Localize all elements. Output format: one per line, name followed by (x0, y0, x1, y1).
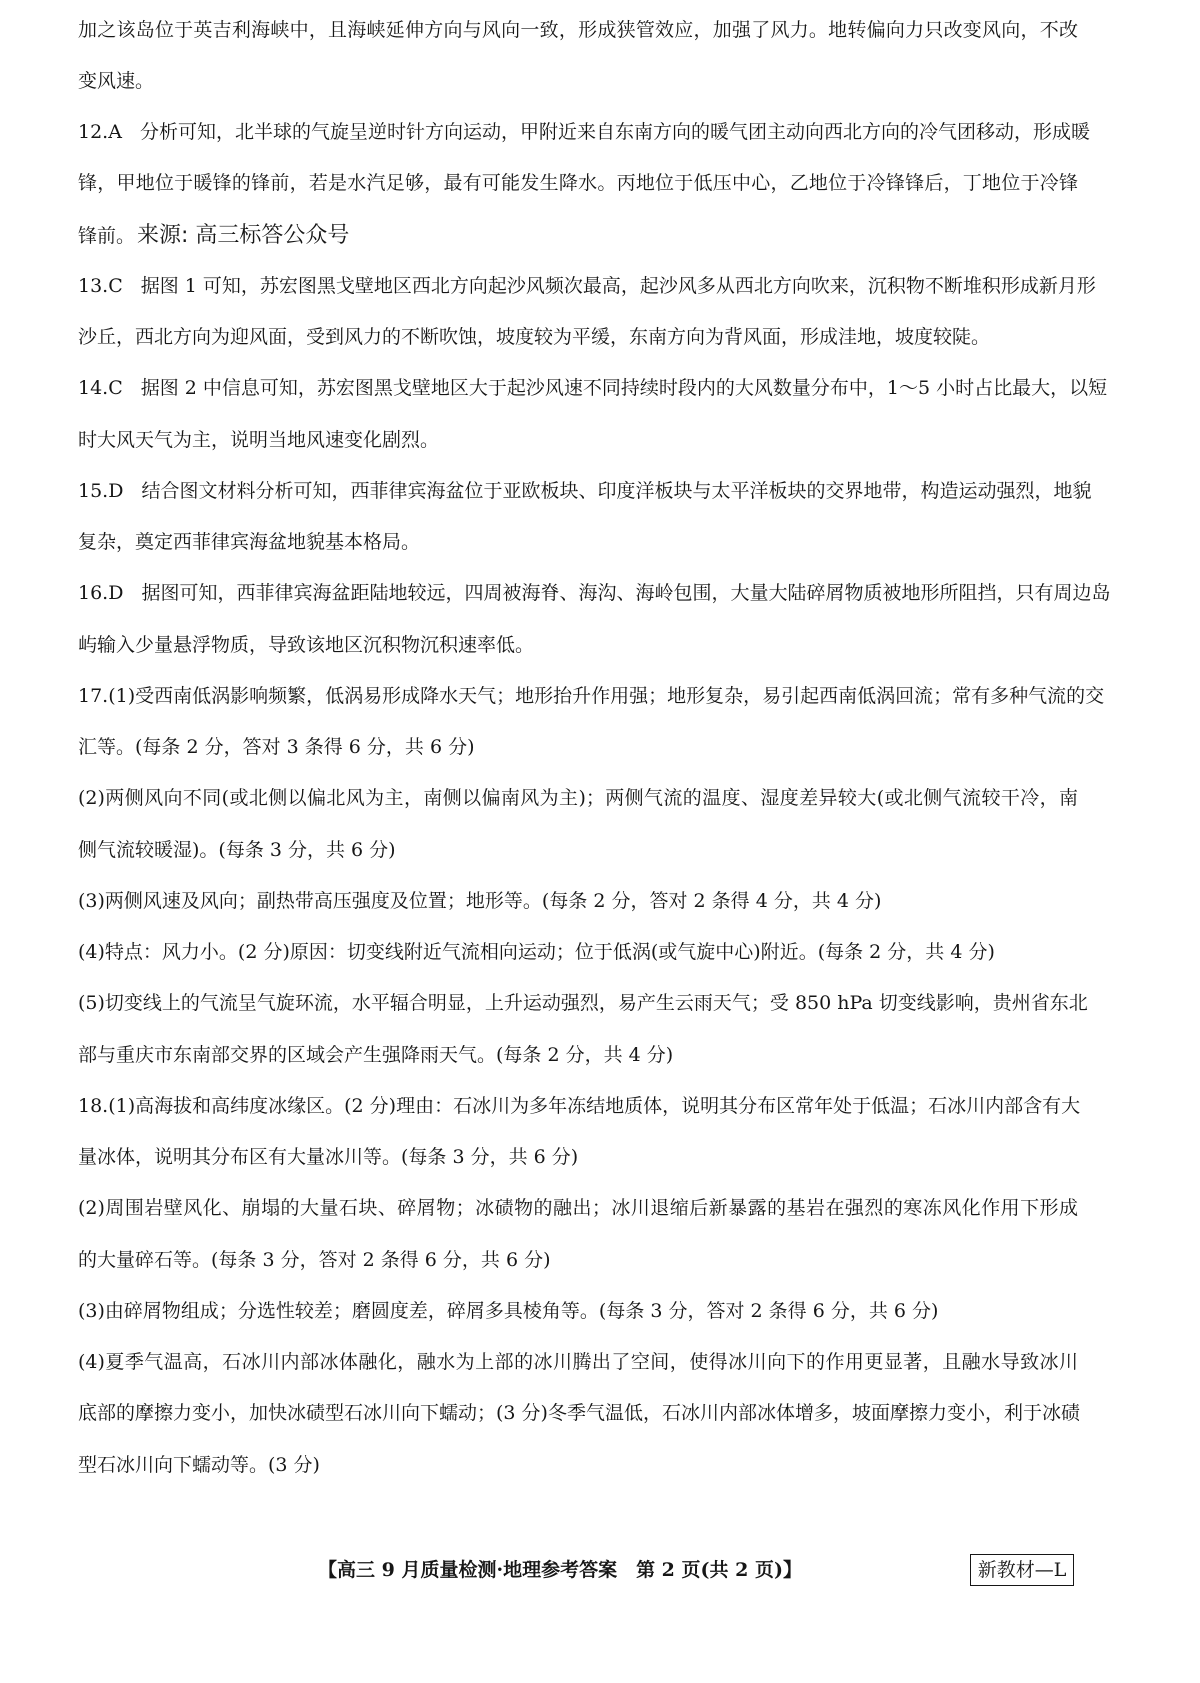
answer-16-line: 屿输入少量悬浮物质，导致该地区沉积物沉积速率低。 (78, 633, 535, 656)
answer-text: (1)受西南低涡影响频繁，低涡易形成降水天气；地形抬升作用强；地形复杂，易引起西南低涡回流；常有多种气流的交 (108, 684, 1105, 707)
answer-number: 17. (78, 684, 109, 707)
answer-text: 结合图文材料分析可知，西菲律宾海盆位于亚欧板块、印度洋板块与太平洋板块的交界地带，构造运动强烈，地貌 (141, 479, 1092, 502)
answer-number: 18. (78, 1094, 109, 1117)
answer-number: 12.A (78, 121, 122, 143)
answer-number: 15.D (78, 479, 124, 502)
answer-13-line (78, 261, 1096, 312)
answer-14-line: 时大风天气为主，说明当地风速变化剧烈。 (78, 428, 440, 451)
footer-badge: 新教材—L (970, 1554, 1074, 1586)
answer-15-line (78, 466, 1092, 517)
answer-text: 据图 2 中信息可知，苏宏图黑戈壁地区大于起沙风速不同持续时段内的大风数量分布中，1～5 小时占比最大，以短 (140, 377, 1108, 400)
answer-18-line: 底部的摩擦力变小，加快冰碛型石冰川向下蠕动；(3 分)冬季气温低，石冰川内部冰体增多，坡面摩擦力变小，利于冰碛 (78, 1402, 1080, 1425)
answer-17-line: (4)特点：风力小。(2 分)原因：切变线附近气流相向运动；位于低涡(或气旋中心)附近。(每条 2 分，共 4 分) (78, 941, 995, 963)
answer-text: 据图 1 可知，苏宏图黑戈壁地区西北方向起沙风频次最高，起沙风多从西北方向吹来，沉积物不断堆积形成新月形 (140, 274, 1096, 297)
answer-18-line (78, 1081, 1081, 1132)
answer-content (78, 5, 1111, 1491)
answer-17-line: 汇等。(每条 2 分，答对 3 条得 6 分，共 6 分) (78, 736, 475, 758)
footer-title: 【高三 9 月质量检测·地理参考答案 第 2 页(共 2 页)】 (318, 1559, 802, 1581)
answer-18-line: (3)由碎屑物组成；分选性较差；磨圆度差，碎屑多具棱角等。(每条 3 分，答对 2 条得 6 分，共 6 分) (78, 1299, 939, 1322)
answer-12-line: 锋，甲地位于暖锋的锋前，若是水汽足够，最有可能发生降水。丙地位于低压中心，乙地位于冷锋锋后，丁地位于冷锋 (78, 172, 1078, 195)
continuation-line: 变风速。 (78, 69, 155, 92)
answer-17-line: (3)两侧风速及风向；副热带高压强度及位置；地形等。(每条 2 分，答对 2 条得 4 分，共 4 分) (78, 889, 882, 912)
answer-18-line: (2)周围岩壁风化、崩塌的大量石块、碎屑物；冰碛物的融出；冰川退缩后新暴露的基岩在强烈的寒冻风化作用下形成 (78, 1197, 1078, 1220)
answer-number: 13.C (78, 274, 123, 297)
answer-number: 16.D (78, 582, 124, 605)
answer-18-line: 的大量碎石等。(每条 3 分，答对 2 条得 6 分，共 6 分) (78, 1248, 551, 1271)
answer-number: 14.C (78, 377, 123, 400)
answer-16-line (78, 568, 1111, 619)
answer-12-line (78, 107, 1090, 158)
answer-17-line: 侧气流较暖湿)。(每条 3 分，共 6 分) (78, 838, 396, 861)
answer-text: (1)高海拔和高纬度冰缘区。(2 分)理由：石冰川为多年冻结地质体，说明其分布区常年处于低温；石冰川内部含有大 (108, 1094, 1081, 1117)
continuation-line: 加之该岛位于英吉利海峡中，且海峡延伸方向与风向一致，形成狭管效应，加强了风力。地转偏向力只改变风向，不改 (78, 18, 1078, 41)
answer-17-line: (5)切变线上的气流呈气旋环流，水平辐合明显，上升运动强烈，易产生云雨天气；受 850 hPa 切变线影响，贵州省东北 (78, 992, 1088, 1015)
answer-17-line: (2)两侧风向不同(或北侧以偏北风为主，南侧以偏南风为主)；两侧气流的温度、湿度差异较大(或北侧气流较干冷，南 (78, 787, 1078, 810)
answer-18-line: (4)夏季气温高，石冰川内部冰体融化，融水为上部的冰川腾出了空间，使得冰川向下的作用更显著，且融水导致冰川 (78, 1351, 1078, 1373)
answer-18-line: 型石冰川向下蠕动等。(3 分) (78, 1453, 320, 1476)
answer-14-line (78, 363, 1108, 414)
source-note: 来源: 高三标答公众号 (137, 222, 350, 248)
answer-15-line: 复杂，奠定西菲律宾海盆地貌基本格局。 (78, 531, 421, 553)
answer-18-line: 量冰体，说明其分布区有大量冰川等。(每条 3 分，共 6 分) (78, 1146, 579, 1168)
answer-17-line: 部与重庆市东南部交界的区域会产生强降雨天气。(每条 2 分，共 4 分) (78, 1043, 674, 1066)
answer-13-line: 沙丘，西北方向为迎风面，受到风力的不断吹蚀，坡度较为平缓，东南方向为背风面，形成洼地，坡度较陡。 (78, 326, 991, 348)
answer-text: 锋前。 (78, 224, 136, 247)
answer-text: 分析可知，北半球的气旋呈逆时针方向运动，甲附近来自东南方向的暖气团主动向西北方向的冷气团移动，形成暖 (139, 121, 1090, 143)
answer-17-line (78, 671, 1105, 722)
answer-text: 据图可知，西菲律宾海盆距陆地较远，四周被海脊、海沟、海岭包围，大量大陆碎屑物质被地形所阻挡，只有周边岛 (141, 582, 1111, 605)
answer-12-line (78, 210, 1078, 261)
